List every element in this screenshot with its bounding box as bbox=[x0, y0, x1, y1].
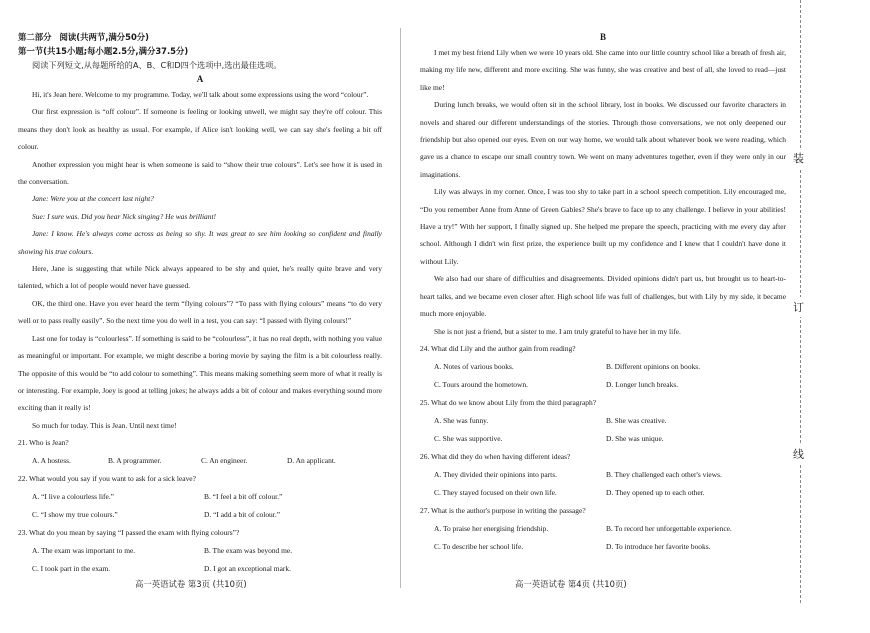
question-options bbox=[18, 542, 382, 560]
dialogue-line bbox=[18, 208, 382, 225]
option: C. Tours around the hometown. bbox=[434, 379, 528, 389]
dialogue-line bbox=[18, 225, 382, 260]
footer-page-3: 高一英语试卷 第3页 (共10页) bbox=[135, 579, 247, 589]
question-options bbox=[18, 488, 382, 506]
option: B. The exam was beyond me. bbox=[204, 546, 293, 556]
dialogue-line bbox=[18, 190, 382, 207]
option: A. The exam was important to me. bbox=[32, 546, 136, 556]
question-options bbox=[420, 466, 786, 484]
left-page bbox=[18, 30, 382, 633]
dialogue-text: Jane: I know. He's always come across as being so shy. It was great to see him looking so confident and finally showing his true colours. bbox=[18, 229, 382, 256]
question-stem: 21. Who is Jean? bbox=[18, 438, 69, 448]
option: C. To describe her school life. bbox=[434, 541, 524, 551]
question-options bbox=[18, 452, 382, 470]
option: A. “I live a colourless life.” bbox=[32, 492, 114, 502]
part-heading bbox=[18, 30, 382, 44]
passage-a-paragraph: Last one for today is “colourless”. If something is said to be “colourless”, it has no real depth, with nothing you value as meaningful or important. For example, we might describe a boring movie by saying the film is a bit colourless really. The opposite of this would be “to add colour to something”. This means making something seem more of what it really is or interesting. For example, Joey is good at telling jokes; he always adds a bit of colour and makes everything sound more exciting than it really is! bbox=[18, 333, 382, 413]
right-page bbox=[420, 30, 786, 633]
option: D. Longer lunch breaks. bbox=[606, 379, 679, 389]
option: B. She was creative. bbox=[606, 415, 667, 425]
passage-a-paragraph: So much for today. This is Jean. Until next time! bbox=[32, 420, 177, 430]
option: B. “I feel a bit off colour.” bbox=[204, 492, 283, 502]
section-heading: 第一节(共15小题;每小题2.5分,满分37.5分) bbox=[18, 46, 189, 56]
question-options bbox=[420, 358, 786, 376]
option: C. I took part in the exam. bbox=[32, 564, 111, 574]
question-stem: 23. What do you mean by saying “I passed the exam with flying colours”? bbox=[18, 528, 240, 538]
passage-b-paragraph: We also had our share of difficulties and disagreements. Divided opinions didn't part us, but brought us to heart-to-heart talks, and we became even closer after. High school life was full of challenges, but with Lily by my side, it became much more enjoyable. bbox=[420, 274, 786, 319]
passage-a-paragraph: OK, the third one. Have you ever heard the term “flying colours”? “To pass with flying colours” means “to do very well or to pass really easily”. So the next time you do well in a test, you can say: “I passed with flying colours!” bbox=[18, 298, 382, 326]
option: D. “I add a bit of colour.” bbox=[204, 510, 281, 520]
passage-a-paragraph: Here, Jane is suggesting that while Nick always appeared to be shy and quiet, he's really quite brave and very talented, which a lot of people would never have guessed. bbox=[18, 264, 382, 291]
question-stem: 27. What is the author's purpose in writing the passage? bbox=[420, 505, 586, 515]
question-stem: 26. What did they do when having different ideas? bbox=[420, 451, 571, 461]
question-stem: 22. What would you say if you want to ask for a sick leave? bbox=[18, 474, 196, 484]
option: D. They opened up to each other. bbox=[606, 487, 705, 497]
option: B. Different opinions on books. bbox=[606, 361, 701, 371]
option: A. They divided their opinions into parts. bbox=[434, 469, 557, 479]
question-stem: 25. What do we know about Lily from the third paragraph? bbox=[420, 397, 597, 407]
question-options bbox=[420, 520, 786, 538]
binding-char-xian: 线 bbox=[793, 444, 804, 464]
passage-b-title: B bbox=[599, 32, 606, 42]
option: D. I got an exceptional mark. bbox=[204, 564, 291, 574]
passage-a-paragraph: Another expression you might hear is when someone is said to “show their true colours”. Let's see how it is used in the conversation. bbox=[18, 159, 382, 187]
option: C. An engineer. bbox=[201, 456, 248, 466]
option: D. She was unique. bbox=[606, 433, 664, 443]
passage-a-title: A bbox=[196, 74, 204, 84]
passage-b-paragraph: Lily was always in my corner. Once, I was too shy to take part in a school speech competition. Lily encouraged me, “Do you remember Anne from Anne of Green Gables? She's brave to face up to any challenge. I believe in your abilities! Have a try!” With her support, I finally signed up. She helped me prepare the speech, practicing with me every day after school. Although I didn't win first prize, the experience built up my confidence and I knew that I couldn't have done it without Lily. bbox=[420, 187, 786, 266]
dialogue-text: Jane: Were you at the concert last night? bbox=[32, 194, 154, 204]
option: A. She was funny. bbox=[434, 415, 489, 425]
option: A. To praise her energising friendship. bbox=[434, 523, 549, 533]
binding-char-zhuang: 装 bbox=[793, 148, 804, 168]
option: C. They stayed focused on their own life. bbox=[434, 487, 557, 497]
question-options bbox=[420, 430, 786, 448]
binding-char-ding: 订 bbox=[793, 297, 804, 317]
passage-b-paragraph: She is not just a friend, but a sister to me. I am truly grateful to have her in my life. bbox=[434, 326, 681, 336]
question-stem: 24. What did Lily and the author gain from reading? bbox=[420, 343, 576, 353]
question-options bbox=[18, 560, 382, 578]
dialogue-text: Sue: I sure was. Did you hear Nick singing? He was brilliant! bbox=[32, 211, 216, 221]
question-options bbox=[18, 506, 382, 524]
option: B. A programmer. bbox=[108, 456, 162, 466]
footer-page-4: 高一英语试卷 第4页 (共10页) bbox=[515, 579, 627, 589]
option: B. To record her unforgettable experience. bbox=[606, 523, 732, 533]
option: C. “I show my true colours.” bbox=[32, 510, 118, 520]
question-options bbox=[420, 538, 786, 556]
part-label: 第二部分 bbox=[18, 32, 52, 42]
instruction: 阅读下列短文,从每题所给的A、B、C和D四个选项中,选出最佳选项。 bbox=[32, 60, 282, 70]
passage-a-paragraph: Hi, it's Jean here. Welcome to my programme. Today, we'll talk about some expressions using the word “colour”. bbox=[32, 90, 369, 99]
option: A. A hostess. bbox=[32, 456, 71, 466]
option: D. To introduce her favorite books. bbox=[606, 541, 711, 551]
option: C. She was supportive. bbox=[434, 433, 503, 443]
passage-a-paragraph: Our first expression is “off colour”. If someone is feeling or looking unwell, we might say they're off colour. This means they don't look as healthy as usual. For example, if Alice isn't looking well, we can say she's feeling a bit off colour. bbox=[18, 107, 382, 152]
passage-b-paragraph: During lunch breaks, we would often sit in the school library, lost in books. We discussed our favorite characters in novels and shared our different understandings of the stories. Through those conversations, we not only deepened our friendship but also opened our eyes. Even on our way home, we would talk about whatever book we were reading, which gave us a chance to escape our small country town. We went on many adventures together, even if they were only in our imaginations. bbox=[420, 100, 786, 179]
option: B. They challenged each other's views. bbox=[606, 469, 722, 479]
option: D. An applicant. bbox=[287, 456, 336, 466]
passage-b-paragraph: I met my best friend Lily when we were 10 years old. She came into our little country school like a breath of fresh air, making my life new, different and more exciting. She was funny, she was creative and best of all, she loved to read—just like me! bbox=[420, 48, 786, 92]
page-divider bbox=[400, 28, 401, 588]
part-name: 阅读(共两节,满分50分) bbox=[59, 32, 149, 42]
question-options bbox=[420, 376, 786, 394]
option: A. Notes of various books. bbox=[434, 361, 514, 371]
question-options bbox=[420, 412, 786, 430]
question-options bbox=[420, 484, 786, 502]
